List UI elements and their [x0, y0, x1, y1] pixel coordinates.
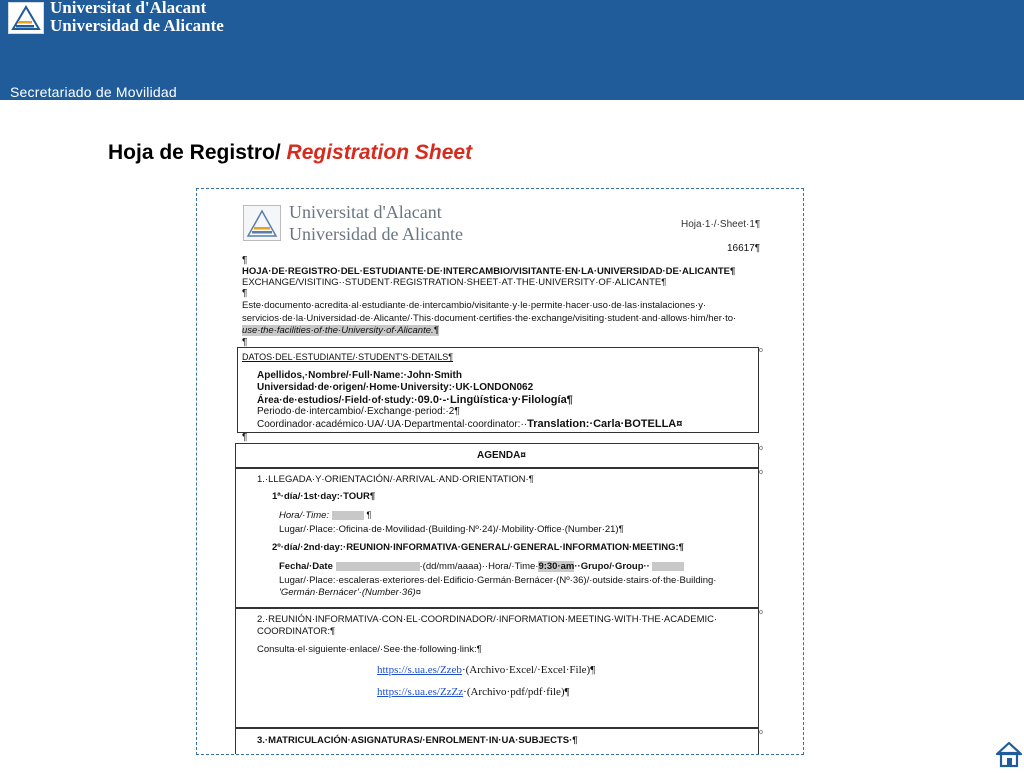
section2-heading-line1: 2.·REUNIÓN·INFORMATIVA·CON·EL·COORDINADOR/·INFORMATION·MEETING·WITH·THE·ACADEMIC·: [257, 614, 718, 625]
link1-row: [377, 664, 595, 676]
excel-link-desc: ·(Archivo·Excel/·Excel·File)¶: [461, 664, 596, 676]
heading-spanish: HOJA·DE·REGISTRO·DEL·ESTUDIANTE·DE·INTERCAMBIO/VISITANTE·EN·LA·UNIVERSIDAD·DE·ALICANTE¶: [242, 266, 736, 277]
field-of-study: [257, 394, 573, 406]
day2-place-line2: 'Germán·Bernácer'·(Number·36)¤: [279, 587, 421, 598]
day2-date-label: Fecha/·Date: [279, 561, 333, 572]
date-placeholder: [336, 562, 420, 571]
coordinator: [257, 418, 682, 430]
day2-heading: 2º·día/·2nd·day:·REUNION·INFORMATIVA·GENERAL/·GENERAL·INFORMATION·MEETING:¶: [272, 542, 684, 553]
consult-link-text: Consulta·el·siguiente·enlace/·See·the·following·link:¶: [257, 644, 482, 655]
intro-line3: use·the·facilities·of·the·University·of·Alicante.¶: [242, 325, 439, 336]
day1-heading: 1ª·día/·1st·day:·TOUR¶: [272, 491, 376, 502]
student-details-heading: DATOS·DEL·ESTUDIANTE/·STUDENT'S·DETAILS¶: [242, 352, 454, 362]
home-university: Universidad·de·origen/·Home·University:·UK·LONDON062: [257, 382, 534, 393]
coordinator-label: Coordinador·académico·UA/·UA·Departmental·coordinator:··: [257, 419, 528, 430]
group-placeholder: [652, 562, 684, 571]
day1-place: Lugar/·Place:·Oficina·de·Movilidad·(Building·Nº·24)/·Mobility·Office·(Number·21)¶: [279, 524, 624, 535]
coordinator-value: Translation:·Carla·BOTELLA¤: [527, 418, 683, 430]
title-spanish: Hoja de Registro/: [108, 141, 287, 164]
intro-line1: Este·documento·acredita·al·estudiante·de·intercambio/visitante·y·le·permite·hacer·uso·de·las·instalaciones·y·: [242, 300, 707, 311]
intro-line2: servicios·de·la·Universidad·de·Alicante/·This·document·certifies·the·exchange/visiting·student·and·allows·him/her·to·: [242, 313, 737, 324]
excel-link[interactable]: https://s.ua.es/Zzeb: [377, 664, 462, 676]
day2-place-line1: Lugar/·Place:·escaleras·exteriores·del·Edificio·Germán·Bernácer·(Nº·36)/·outside·stairs·of·the·Building·: [279, 575, 717, 586]
section1-heading: 1.·LLEGADA·Y·ORIENTACIÓN/·ARRIVAL·AND·ORIENTATION·¶: [257, 474, 534, 485]
day1-time: [279, 510, 371, 521]
page-title: [108, 141, 472, 165]
pilcrow: ¶: [242, 432, 248, 443]
document-university-line1: Universitat d'Alacant: [289, 202, 442, 222]
sheet-label: Hoja·1·/·Sheet·1¶: [681, 219, 761, 230]
section2-heading-line2: COORDINATOR:¶: [257, 626, 336, 637]
department-name: Secretariado de Movilidad: [10, 84, 177, 100]
day1-time-label: Hora/·Time:: [279, 510, 330, 521]
document-logo-icon: [243, 205, 281, 241]
day2-date-format: ·(dd/mm/aaaa)··Hora/·Time·: [419, 561, 539, 572]
document-number: 16617¶: [727, 243, 761, 254]
university-name-line1: Universitat d'Alacant: [50, 0, 207, 17]
pdf-link-desc: ·(Archivo·pdf/pdf·file)¶: [463, 686, 570, 698]
day2-date-time: [279, 561, 684, 572]
field-of-study-value: 09.0·-·Lingüística·y·Filología¶: [417, 394, 573, 406]
agenda-title: AGENDA¤: [477, 450, 526, 461]
link2-row: [377, 686, 570, 698]
document-university-line2: Universidad de Alicante: [289, 224, 463, 244]
pdf-link[interactable]: https://s.ua.es/ZzZz: [377, 686, 464, 698]
day2-time: 9:30·am: [538, 561, 575, 572]
heading-english: EXCHANGE/VISITING··STUDENT·REGISTRATION·SHEET·AT·THE·UNIVERSITY·OF·ALICANTE¶: [242, 277, 667, 288]
registration-sheet-document: Universitat d'Alacant Universidad de Alicante Hoja·1·/·Sheet·1¶ 16617¶ ¶ HOJA·DE·REGISTRO·DEL·ESTUDIANTE·DE·INTERCAMBIO/VISITANTE·EN·LA·UNIVERSIDAD·DE·ALICANTE¶ EXCHANGE/VISITING··STUDENT·REGISTRATION·SHEET·AT·THE·UNIVERSITY·OF·ALICANTE¶ ¶ Este·documento·acredita·al·estudiante·de·intercambio/visitante·y·le·permite·hacer·uso·de·las·instalaciones·y· servicios·de·la·Universidad·de·Alicante/·This·document·certifies·the·exchange/visiting·student·and·allows·him/her·to· use·the·facilities·of·the·University·of·Alicante.¶ ¶ DATOS·DEL·ESTUDIANTE/·STUDENT'S·DETAILS¶ Apellidos,·Nombre/·Full·Name:·John·Smith Universidad·de·origen/·Home·University:·UK·LONDON062 Área·de·estudios/·Field·of·study:·09.0·-·Lingüística·y·Filología¶ Periodo·de·intercambio/·Exchange·period:·2¶ Coordinador·académico·UA/·UA·Departmental·coordinator:··Translation:·Carla·BOTELLA¤ o ¶ AGENDA¤ o 1.·LLEGADA·Y·ORIENTACIÓN/·ARRIVAL·AND·ORIENTATION·¶ 1ª·día/·1st·day:·TOUR¶ Hora/·Time: ¶ Lugar/·Place:·Oficina·de·Movilidad·(Building·Nº·24)/·Mobility·Office·(Number·21)¶ 2º·día/·2nd·day:·REUNION·INFORMATIVA·GENERAL/·GENERAL·INFORMATION·MEETING:¶ Fecha/·Date ·(dd/mm/aaaa)··Hora/·Time·9:30·am··Grupo/·Group·· Lugar/·Place:·escaleras·exteriores·del·Edificio·Germán·Bernácer·(Nº·36)/·outside·stairs·of·the·Building· 'Germán·Bernácer'·(Number·36)¤ o 2.·REUNIÓN·INFORMATIVA·CON·EL·COORDINADOR/·INFORMATION·MEETING·WITH·THE·ACADEMIC· COORDINATOR:¶ Consulta·el·siguiente·enlace/·See·the·following·link:¶ https://s.ua.es/Zzeb·(Archivo·Excel/·Excel·File)¶ https://s.ua.es/ZzZz·(Archivo·pdf/pdf·file)¶ o 3.·MATRICULACIÓN·ASIGNATURAS/·ENROLMENT·IN·UA·SUBJECTS·¶ o: [196, 188, 804, 755]
pilcrow: ¶: [242, 255, 248, 266]
university-name-line2: Universidad de Alicante: [50, 16, 224, 35]
title-english: Registration Sheet: [286, 141, 473, 164]
section3-heading: 3.·MATRICULACIÓN·ASIGNATURAS/·ENROLMENT·IN·UA·SUBJECTS·¶: [257, 735, 578, 746]
exchange-period: Periodo·de·intercambio/·Exchange·period:·2¶: [257, 406, 460, 417]
header-banner: [0, 0, 1024, 100]
pilcrow: ¶: [242, 288, 248, 299]
pilcrow: ¶: [366, 510, 372, 521]
pilcrow: ¶: [242, 337, 248, 348]
day2-group: ··Grupo/·Group··: [574, 561, 650, 572]
university-logo-icon: [8, 2, 44, 34]
time-placeholder: [332, 511, 364, 520]
field-of-study-label: Área·de·estudios/·Field·of·study:·: [257, 395, 418, 406]
home-icon[interactable]: [994, 740, 1024, 768]
student-name: Apellidos,·Nombre/·Full·Name:·John·Smith: [257, 370, 462, 381]
